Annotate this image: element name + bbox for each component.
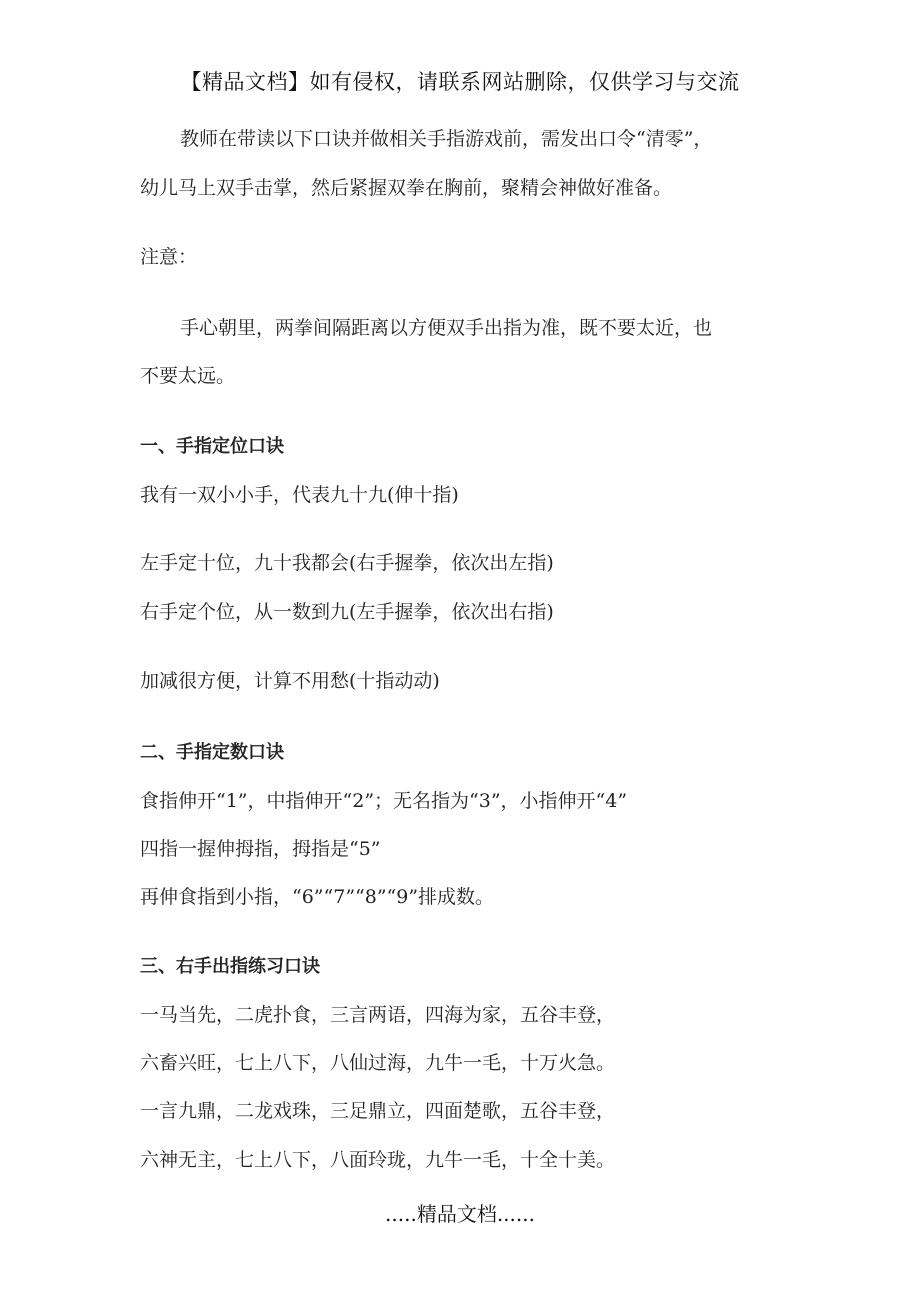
section2-title: 二、手指定数口诀 [140,742,284,763]
section2-line: 四指一握伸拇指，拇指是“5” [140,838,381,860]
section2-line: 食指伸开“1”，中指伸开“2”；无名指为“3”，小指伸开“4” [140,790,628,812]
section1-line: 左手定十位，九十我都会(右手握拳，依次出左指) [140,552,554,574]
page-header: 【精品文档】如有侵权，请联系网站删除，仅供学习与交流 [180,70,740,94]
page-footer: .....精品文档...... [385,1202,535,1226]
section3-line: 六神无主，七上八下，八面玲珑，九牛一毛，十全十美。 [140,1149,616,1171]
section3-line: 一言九鼎，二龙戏珠，三足鼎立，四面楚歌，五谷丰登， [140,1100,616,1122]
section1-line: 右手定个位，从一数到九(左手握拳，依次出右指) [140,601,554,623]
section1-line: 加减很方便，计算不用愁(十指动动) [140,670,440,692]
section2-line: 再伸食指到小指，“6”“7”“8”“9”排成数。 [140,886,495,908]
section3-line: 一马当先，二虎扑食，三言两语，四海为家，五谷丰登， [140,1004,616,1026]
note-line-1: 手心朝里，两拳间隔距离以方便双手出指为准，既不要太近，也 [180,317,713,339]
section1-line: 我有一双小小手，代表九十九(伸十指) [140,484,459,506]
intro-line-2: 幼儿马上双手击掌，然后紧握双拳在胸前，聚精会神做好准备。 [140,177,673,199]
section3-line: 六畜兴旺，七上八下，八仙过海，九牛一毛，十万火急。 [140,1052,616,1074]
note-line-2: 不要太远。 [140,365,236,387]
intro-line-1: 教师在带读以下口诀并做相关手指游戏前，需发出口令“清零”， [180,128,713,150]
section1-title: 一、手指定位口诀 [140,436,284,457]
note-label: 注意： [140,246,198,268]
section3-title: 三、右手出指练习口诀 [140,956,320,977]
